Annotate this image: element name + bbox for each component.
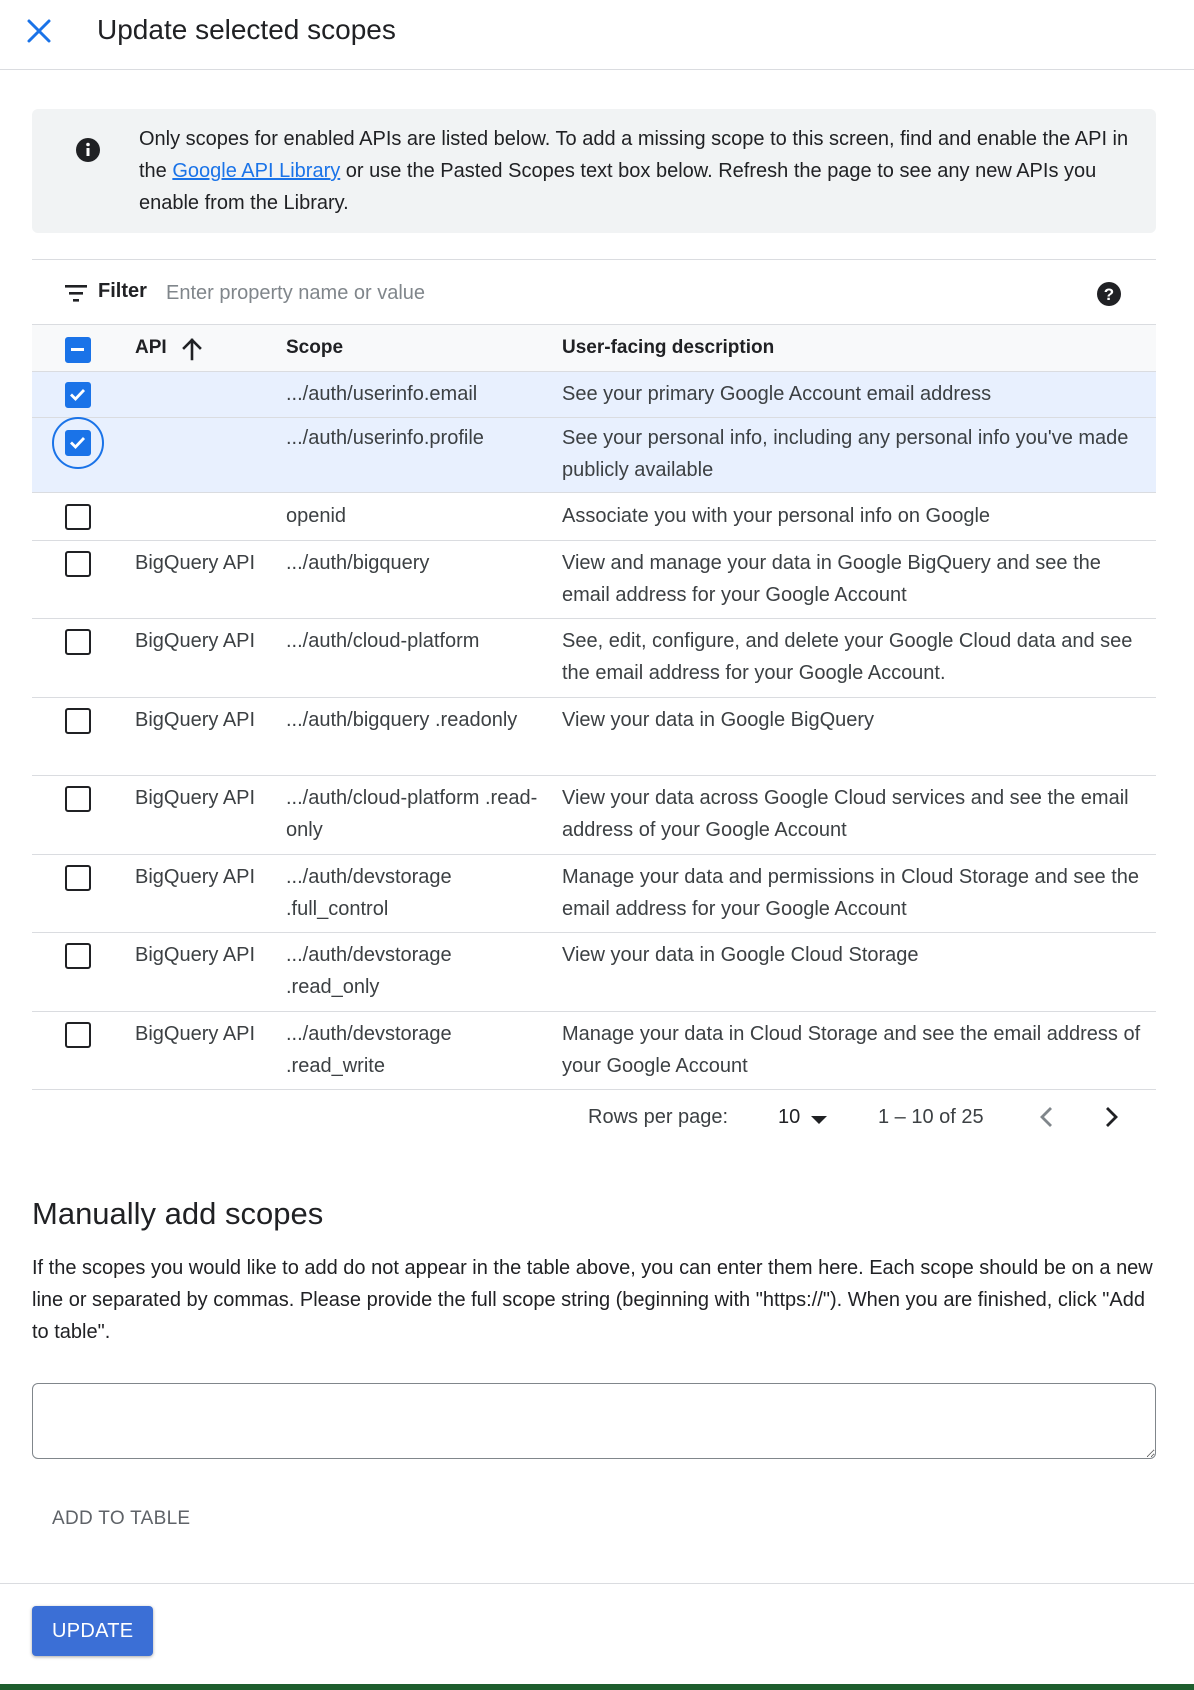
info-text-part: or use the Pasted Scopes text box below. Refresh the page to see any new APIs you enable from the Library. bbox=[139, 160, 1097, 214]
row-checkbox[interactable] bbox=[65, 551, 91, 577]
filter-icon bbox=[64, 282, 88, 304]
api-library-link[interactable]: Google API Library bbox=[172, 160, 341, 182]
filter-bar bbox=[32, 259, 1156, 325]
cell-api: BigQuery API bbox=[135, 787, 256, 809]
row-checkbox[interactable] bbox=[65, 708, 91, 734]
info-text bbox=[139, 123, 1139, 219]
add-to-table-button[interactable]: ADD TO TABLE bbox=[52, 1508, 191, 1529]
cell-api: BigQuery API bbox=[135, 866, 256, 888]
caret-down-icon bbox=[810, 1112, 828, 1130]
update-button[interactable]: UPDATE bbox=[32, 1606, 153, 1656]
cell-description: View your data in Google Cloud Storage bbox=[562, 944, 919, 966]
cell-description: See, edit, configure, and delete your Google Cloud data and see the email address for your Google Account. bbox=[562, 630, 1133, 684]
row-checkbox[interactable] bbox=[65, 1022, 91, 1048]
cell-scope: openid bbox=[286, 505, 347, 527]
cell-scope: .../auth/userinfo.email bbox=[286, 383, 478, 405]
cell-api: BigQuery API bbox=[135, 630, 256, 652]
cell-description: Manage your data in Cloud Storage and see the email address of your Google Account bbox=[562, 1023, 1141, 1077]
dialog-header bbox=[0, 0, 1194, 70]
row-checkbox[interactable] bbox=[65, 786, 91, 812]
page-range: 1 – 10 of 25 bbox=[878, 1106, 984, 1128]
dialog-title: Update selected scopes bbox=[97, 14, 396, 45]
cell-scope: .../auth/cloud-platform .read-only bbox=[286, 787, 538, 841]
cell-description: View your data across Google Cloud services and see the email address of your Google Account bbox=[562, 787, 1129, 841]
svg-text:?: ? bbox=[1103, 285, 1115, 304]
table-row[interactable] bbox=[32, 776, 1156, 855]
cell-description: Manage your data and permissions in Cloud Storage and see the email address for your Google Account bbox=[562, 866, 1140, 920]
pagination bbox=[32, 1092, 1156, 1142]
column-header-scope: Scope bbox=[286, 337, 344, 358]
table-row[interactable] bbox=[32, 933, 1156, 1012]
manual-scopes-description: If the scopes you would like to add do not appear in the table above, you can enter them here. Each scope should be on a new line or separated by commas. Please provide the full scope string (beginning with "https://"). When you are finished, click "Add to table". bbox=[32, 1257, 1153, 1343]
cell-description: Associate you with your personal info on Google bbox=[562, 505, 991, 527]
arrow-up-icon[interactable] bbox=[180, 337, 204, 361]
row-checkbox[interactable] bbox=[65, 865, 91, 891]
table-row[interactable] bbox=[32, 418, 1156, 493]
chevron-right-icon[interactable] bbox=[1096, 1102, 1126, 1132]
filter-label: Filter bbox=[98, 280, 147, 302]
table-header bbox=[32, 325, 1156, 372]
manual-scopes-title: Manually add scopes bbox=[32, 1196, 324, 1231]
row-checkbox[interactable] bbox=[65, 382, 91, 408]
close-icon[interactable] bbox=[22, 14, 56, 48]
cell-scope: .../auth/bigquery .readonly bbox=[286, 709, 518, 731]
info-text-part: Only scopes for enabled APIs are listed below. To add a missing scope to this screen, find and enable the API in the bbox=[139, 128, 1129, 182]
cell-scope: .../auth/devstorage .read_only bbox=[286, 944, 452, 998]
dialog-footer bbox=[0, 1583, 1194, 1690]
cell-api: BigQuery API bbox=[135, 944, 256, 966]
help-icon[interactable] bbox=[1096, 281, 1122, 307]
bottom-edge-bar bbox=[0, 1684, 1194, 1690]
info-banner bbox=[32, 109, 1156, 233]
table-row[interactable] bbox=[32, 493, 1156, 541]
cell-scope: .../auth/devstorage .full_control bbox=[286, 866, 452, 920]
row-checkbox[interactable] bbox=[65, 629, 91, 655]
table-row[interactable] bbox=[32, 541, 1156, 619]
cell-description: View your data in Google BigQuery bbox=[562, 709, 875, 731]
manual-scopes-textarea[interactable] bbox=[32, 1383, 1156, 1459]
info-icon bbox=[75, 137, 101, 163]
table-row[interactable] bbox=[32, 855, 1156, 933]
column-header-description: User-facing description bbox=[562, 337, 775, 358]
cell-scope: .../auth/userinfo.profile bbox=[286, 427, 484, 449]
cell-api: BigQuery API bbox=[135, 552, 256, 574]
cell-description: See your personal info, including any personal info you've made publicly available bbox=[562, 427, 1129, 481]
cell-description: View and manage your data in Google BigQuery and see the email address for your Google Account bbox=[562, 552, 1101, 606]
rows-per-page-value: 10 bbox=[778, 1106, 801, 1128]
cell-api: BigQuery API bbox=[135, 1023, 256, 1045]
table-row[interactable] bbox=[32, 698, 1156, 776]
column-header-api[interactable]: API bbox=[135, 337, 167, 358]
table-row[interactable] bbox=[32, 1012, 1156, 1090]
row-checkbox[interactable] bbox=[65, 504, 91, 530]
cell-description: See your primary Google Account email address bbox=[562, 383, 992, 405]
cell-scope: .../auth/bigquery bbox=[286, 552, 430, 574]
scopes-table bbox=[32, 325, 1156, 1090]
select-all-checkbox[interactable] bbox=[65, 337, 91, 363]
cell-scope: .../auth/cloud-platform bbox=[286, 630, 480, 652]
chevron-left-icon[interactable] bbox=[1032, 1102, 1062, 1132]
cell-api: BigQuery API bbox=[135, 709, 256, 731]
filter-input[interactable] bbox=[164, 273, 964, 313]
rows-per-page-label: Rows per page: bbox=[588, 1106, 729, 1128]
cell-scope: .../auth/devstorage .read_write bbox=[286, 1023, 452, 1077]
row-checkbox[interactable] bbox=[65, 430, 91, 456]
table-row[interactable] bbox=[32, 372, 1156, 418]
row-checkbox[interactable] bbox=[65, 943, 91, 969]
table-row[interactable] bbox=[32, 619, 1156, 698]
